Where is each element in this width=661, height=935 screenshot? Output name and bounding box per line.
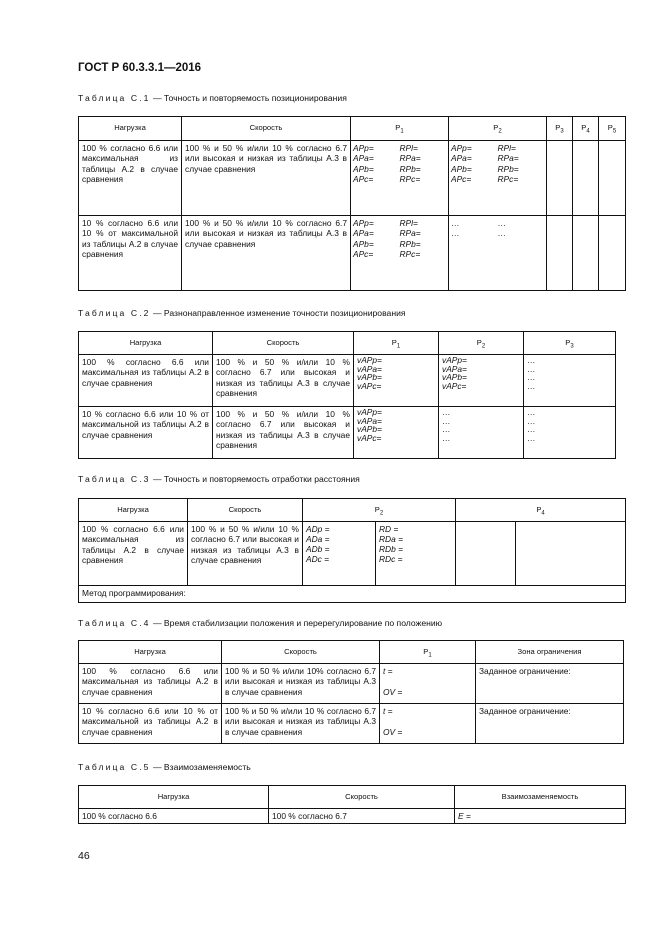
t1-r1-p4 xyxy=(573,141,599,216)
t1-header-p5: $P_5$ xyxy=(599,117,626,141)
table4-caption xyxy=(78,618,442,628)
t2-header-p3: $P_3$ xyxy=(524,332,616,355)
t3-value: RD = xyxy=(379,524,399,534)
table5-caption-prefix: Таблица С.5 xyxy=(78,762,151,772)
t5-r1-e: E = xyxy=(455,809,626,824)
t2-value: … xyxy=(442,407,451,417)
t3-value: RDa = xyxy=(379,534,403,544)
t4-r2-p1 xyxy=(380,704,476,744)
table2-caption xyxy=(78,308,406,318)
t2-value: vAPb= xyxy=(357,372,382,383)
t1-r2-p2 xyxy=(449,216,547,291)
t4-header-load: Нагрузка xyxy=(79,641,222,664)
t1-r1-p2-ap: APp= xyxy=(451,143,472,153)
table-row xyxy=(79,664,624,704)
t1-r1-p2-rp: RPb= xyxy=(497,163,519,174)
t1-r2-p1 xyxy=(351,216,449,291)
t2-r1-p1 xyxy=(354,355,439,407)
t1-header-p1: $P_1$ xyxy=(351,117,449,141)
t1-r1-p1-ap: APc= xyxy=(353,174,374,185)
table2-caption-prefix: Таблица С.2 xyxy=(78,308,151,318)
t4-r2-load: 10 % согласно 6.6 или 10 % от максимальной из таблицы А.2 в случае сравнения xyxy=(79,704,222,744)
t4-r1-speed: 100 % и 50 % и/или 10% согласно 6.7 или высокая и низкая из таблицы А.3 в случае сравнения xyxy=(222,664,380,704)
t2-r1-load: 100 % согласно 6.6 или максимальная из таблицы А.2 в случае сравнения xyxy=(79,355,213,407)
t2-value: … xyxy=(527,363,536,374)
t2-r2-load: 10 % согласно 6.6 или 10 % от максимальной из таблицы А.2 в случае сравнения xyxy=(79,407,213,459)
table5-caption xyxy=(78,762,251,772)
t2-value: … xyxy=(527,355,536,365)
t1-r2-p1-rp: RPc= xyxy=(399,249,421,260)
t1-header-speed: Скорость xyxy=(182,117,351,141)
t2-value: vAPb= xyxy=(357,424,382,435)
t2-header-p2: $P_2$ xyxy=(439,332,524,355)
t2-value: … xyxy=(527,424,536,435)
table-row xyxy=(79,586,626,603)
t3-r1-ad xyxy=(303,522,376,586)
t1-header-p4: $P_4$ xyxy=(573,117,599,141)
t1-header-p3: $P_3$ xyxy=(547,117,573,141)
t3-header-p4: $P_4$ xyxy=(456,499,626,522)
t1-r2-load: 10 % согласно 6.6 или 10 % от максимальной из таблицы А.2 в случае сравнения xyxy=(79,216,182,291)
t1-r1-p1-rp: RPc= xyxy=(399,174,421,185)
t2-value: vAPp= xyxy=(357,355,382,365)
t3-header-load: Нагрузка xyxy=(79,499,188,522)
table1-caption-prefix: Таблица С.1 xyxy=(78,93,151,103)
t4-header-zone: Зона ограничения xyxy=(476,641,624,664)
table5-caption-text: — Взаимозаменяемость xyxy=(150,762,251,772)
t1-r2-p3 xyxy=(547,216,573,291)
t3-value: RDb = xyxy=(379,544,403,554)
t1-r1-p2-rp: RPa= xyxy=(497,153,519,164)
t2-header-speed: Скорость xyxy=(213,332,354,355)
t2-value: … xyxy=(442,424,451,435)
t3-r1-speed: 100 % и 50 % и/или 10 % согласно 6.7 или высокая и низкая из таблицы А.3 в случае сравнения xyxy=(188,522,303,586)
table-row xyxy=(79,522,626,586)
t3-method: Метод программирования: xyxy=(79,586,626,603)
t2-r1-p3 xyxy=(524,355,616,407)
t2-r2-speed: 100 % и 50 % и/или 10 % согласно 6.7 или высокая и низкая из таблицы А.3 в случае сравнения xyxy=(213,407,354,459)
t1-r1-p2-ap: APc= xyxy=(451,174,472,185)
t3-r1-load: 100 % согласно 6.6 или максимальная из таблицы А.2 в случае сравнения xyxy=(79,522,188,586)
t1-r1-p1-rp: RPb= xyxy=(399,163,421,174)
table1-caption xyxy=(78,93,347,103)
t4-overshoot: OV = xyxy=(383,686,403,697)
t1-r2-p1-ap: APp= xyxy=(353,218,374,228)
table-c5 xyxy=(78,785,626,824)
t1-r2-p2-ellipsis: … xyxy=(451,218,460,228)
t1-r1-p5 xyxy=(599,141,626,216)
t1-r1-p3 xyxy=(547,141,573,216)
t1-r1-p1 xyxy=(351,141,449,216)
table3-caption-prefix: Таблица С.3 xyxy=(78,474,151,484)
t1-r2-p5 xyxy=(599,216,626,291)
t4-r2-zone: Заданное ограничение: xyxy=(476,704,624,744)
t1-r1-p1-rp: RPa= xyxy=(399,153,421,164)
t1-r1-p1-ap: APa= xyxy=(353,153,374,164)
t2-r2-p2 xyxy=(439,407,524,459)
t1-r1-p2 xyxy=(449,141,547,216)
t1-r1-p1-ap: APb= xyxy=(353,163,374,174)
standard-header: ГОСТ Р 60.3.3.1—2016 xyxy=(78,62,202,74)
t2-value: vAPc= xyxy=(357,380,382,391)
t1-r1-p2-rp: RPl= xyxy=(497,143,516,153)
t1-r1-p2-ap: APa= xyxy=(451,153,472,164)
t1-r2-p1-ap: APc= xyxy=(353,249,374,260)
t4-r1-load: 100 % согласно 6.6 или максимальная из таблицы А.2 в случае сравнения xyxy=(79,664,222,704)
t2-value: vAPc= xyxy=(442,380,467,391)
t4-header-p1: $P_1$ xyxy=(380,641,476,664)
t2-value: … xyxy=(442,415,451,426)
t1-r1-load: 100 % согласно 6.6 или максимальная из таблицы А.2 в случае сравнения xyxy=(79,141,182,216)
t1-r2-p1-ap: APa= xyxy=(353,228,374,239)
t2-value: vAPp= xyxy=(357,407,382,417)
t3-r1-p4b xyxy=(516,522,626,586)
t1-r2-p1-rp: RPl= xyxy=(399,218,418,228)
t5-header-speed: Скорость xyxy=(269,786,455,809)
t4-settling-time: t = xyxy=(383,666,393,676)
t2-value: vAPa= xyxy=(357,415,382,426)
t1-r2-p2-ellipsis: … xyxy=(497,228,506,239)
table-c2 xyxy=(78,331,616,459)
t3-value: ADb = xyxy=(306,544,330,554)
t2-header-p1: $P_1$ xyxy=(354,332,439,355)
t3-r1-rd xyxy=(376,522,456,586)
t3-header-p2: $P_2$ xyxy=(303,499,456,522)
t1-r2-p2-ellipsis: … xyxy=(497,218,506,228)
table-row xyxy=(79,704,624,744)
t2-value: vAPb= xyxy=(442,372,467,383)
t2-value: … xyxy=(527,407,536,417)
t4-r2-speed: 100 % и 50 % и/или 10 % согласно 6.7 или высокая и низкая из таблицы А.3 в случае сравнения xyxy=(222,704,380,744)
t1-r2-speed: 100 % и 50 % и/или 10 % согласно 6.7 или высокая и низкая из таблицы А.3 в случае сравнения xyxy=(182,216,351,291)
t1-r2-p1-rp: RPa= xyxy=(399,228,421,239)
page-number: 46 xyxy=(78,850,90,862)
t3-value: ADp = xyxy=(306,524,330,534)
table-row xyxy=(79,216,626,291)
t2-value: vAPc= xyxy=(357,432,382,443)
t3-r1-p4a xyxy=(456,522,516,586)
t1-r2-p4 xyxy=(573,216,599,291)
t5-header-interchangeability: Взаимозаменяемость xyxy=(455,786,626,809)
t2-r1-p2 xyxy=(439,355,524,407)
table2-caption-text: — Разнонаправленное изменение точности позиционирования xyxy=(150,308,406,318)
t5-header-load: Нагрузка xyxy=(79,786,269,809)
t1-r1-p1-ap: APp= xyxy=(353,143,374,153)
t4-r1-zone: Заданное ограничение: xyxy=(476,664,624,704)
t2-value: … xyxy=(527,415,536,426)
t1-r2-p1-rp: RPb= xyxy=(399,238,421,249)
t1-r1-p2-rp: RPc= xyxy=(497,174,519,185)
t3-value: ADc = xyxy=(306,554,330,564)
t1-header-load: Нагрузка xyxy=(79,117,182,141)
table-row xyxy=(79,355,616,407)
t2-value: … xyxy=(527,432,536,443)
table1-caption-text: — Точность и повторяемость позиционирования xyxy=(150,93,347,103)
t2-value: … xyxy=(442,432,451,443)
t2-value: … xyxy=(527,372,536,383)
t2-r2-p3 xyxy=(524,407,616,459)
t1-r1-p1-rp: RPl= xyxy=(399,143,418,153)
t2-value: vAPa= xyxy=(357,363,382,374)
table3-caption xyxy=(78,474,360,484)
t2-value: … xyxy=(527,380,536,391)
table4-caption-text: — Время стабилизации положения и перерегулирование по положению xyxy=(150,618,443,628)
table3-caption-text: — Точность и повторяемость отработки расстояния xyxy=(150,474,360,484)
t1-r2-p1-ap: APb= xyxy=(353,238,374,249)
t4-r1-p1 xyxy=(380,664,476,704)
t4-overshoot: OV = xyxy=(383,726,403,737)
table-row xyxy=(79,141,626,216)
t1-r2-p2-ellipsis: … xyxy=(451,228,460,239)
t2-header-load: Нагрузка xyxy=(79,332,213,355)
t3-value: ADa = xyxy=(306,534,330,544)
table-row xyxy=(79,809,626,824)
t3-header-speed: Скорость xyxy=(188,499,303,522)
table-c4 xyxy=(78,640,624,744)
t2-value: vAPa= xyxy=(442,363,467,374)
t4-header-speed: Скорость xyxy=(222,641,380,664)
t2-value: vAPp= xyxy=(442,355,467,365)
t3-value: RDc = xyxy=(379,554,403,564)
table4-caption-prefix: Таблица С.4 xyxy=(78,618,151,628)
table-c1 xyxy=(78,116,626,291)
t5-r1-load: 100 % согласно 6.6 xyxy=(79,809,269,824)
t1-header-p2: $P_2$ xyxy=(449,117,547,141)
t1-r1-speed: 100 % и 50 % и/или 10 % согласно 6.7 или высокая и низкая из таблицы А.3 в случае сравнения xyxy=(182,141,351,216)
t5-r1-speed: 100 % согласно 6.7 xyxy=(269,809,455,824)
t2-r2-p1 xyxy=(354,407,439,459)
t4-settling-time: t = xyxy=(383,706,393,716)
t1-r1-p2-ap: APb= xyxy=(451,163,472,174)
table-c3 xyxy=(78,498,626,603)
table-row xyxy=(79,407,616,459)
t2-r1-speed: 100 % и 50 % и/или 10 % согласно 6.7 или высокая и низкая из таблицы А.3 в случае сравнения xyxy=(213,355,354,407)
